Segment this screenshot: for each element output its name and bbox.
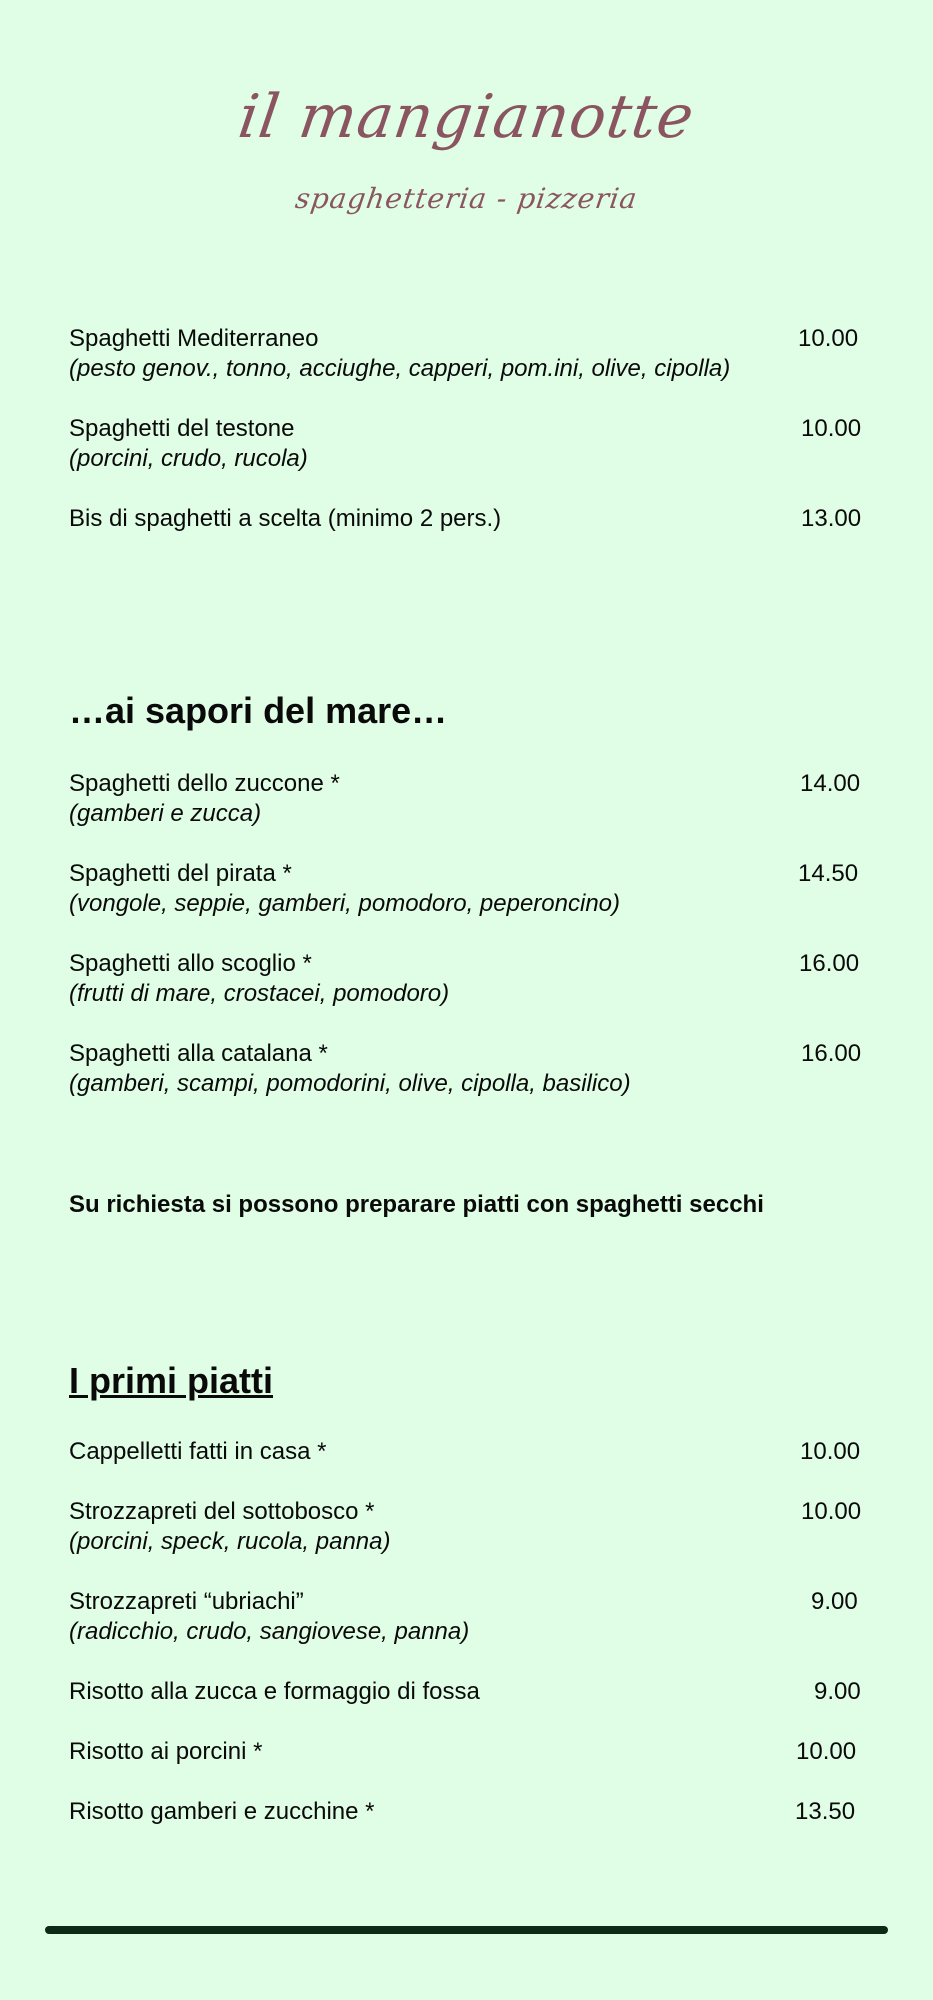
item-price: 10.00	[796, 1738, 857, 1765]
menu-item	[69, 1677, 869, 1707]
item-description: (porcini, crudo, rucola)	[69, 445, 308, 472]
item-price: 13.00	[801, 505, 862, 532]
menu-item	[69, 414, 869, 474]
item-name: Risotto ai porcini *	[69, 1738, 263, 1765]
item-name: Spaghetti alla catalana *	[69, 1040, 328, 1067]
menu-item	[69, 1039, 869, 1099]
item-name: Spaghetti Mediterraneo	[69, 325, 319, 352]
menu-item	[69, 1797, 869, 1827]
item-name: Spaghetti dello zuccone *	[69, 770, 340, 797]
item-price: 16.00	[799, 950, 860, 977]
item-price: 10.00	[798, 325, 859, 352]
menu-item	[69, 1497, 869, 1557]
menu-item	[69, 859, 869, 919]
menu-item	[69, 1737, 869, 1767]
item-price: 9.00	[814, 1678, 861, 1705]
item-price: 14.50	[798, 860, 859, 887]
item-price: 10.00	[800, 1438, 861, 1465]
item-price: 9.00	[811, 1588, 858, 1615]
restaurant-logo-subtitle: spaghetteria - pizzeria	[293, 182, 640, 215]
dry-spaghetti-note: Su richiesta si possono preparare piatti con spaghetti secchi	[69, 1191, 764, 1218]
section-heading-primi: I primi piatti	[69, 1360, 274, 1401]
item-price: 16.00	[801, 1040, 862, 1067]
item-name: Spaghetti allo scoglio *	[69, 950, 312, 977]
item-name: Cappelletti fatti in casa *	[69, 1438, 327, 1465]
item-description: (vongole, seppie, gamberi, pomodoro, peperoncino)	[69, 890, 621, 917]
item-description: (radicchio, crudo, sangiovese, panna)	[69, 1618, 470, 1645]
menu-item	[69, 949, 869, 1009]
footer-divider	[45, 1926, 888, 1934]
item-description: (gamberi, scampi, pomodorini, olive, cipolla, basilico)	[69, 1070, 631, 1097]
item-price: 14.00	[800, 770, 861, 797]
item-description: (gamberi e zucca)	[69, 800, 262, 827]
item-name: Strozzapreti del sottobosco *	[69, 1498, 375, 1525]
item-price: 10.00	[801, 1498, 862, 1525]
section-heading-seafood: …ai sapori del mare…	[69, 690, 448, 731]
item-name: Strozzapreti “ubriachi”	[69, 1588, 304, 1615]
item-description: (frutti di mare, crostacei, pomodoro)	[69, 980, 450, 1007]
item-name: Spaghetti del testone	[69, 415, 295, 442]
item-price: 13.50	[795, 1798, 856, 1825]
menu-item	[69, 504, 869, 534]
item-name: Risotto alla zucca e formaggio di fossa	[69, 1678, 480, 1705]
menu-item	[69, 1437, 869, 1467]
restaurant-logo-title: il mangianotte	[234, 82, 699, 152]
item-price: 10.00	[801, 415, 862, 442]
item-description: (porcini, speck, rucola, panna)	[69, 1528, 391, 1555]
item-name: Bis di spaghetti a scelta (minimo 2 pers.)	[69, 505, 502, 532]
menu-item	[69, 769, 869, 829]
menu-item	[69, 324, 869, 384]
menu-item	[69, 1587, 869, 1647]
item-name: Risotto gamberi e zucchine *	[69, 1798, 375, 1825]
item-name: Spaghetti del pirata *	[69, 860, 292, 887]
item-description: (pesto genov., tonno, acciughe, capperi, pom.ini, olive, cipolla)	[69, 355, 731, 382]
